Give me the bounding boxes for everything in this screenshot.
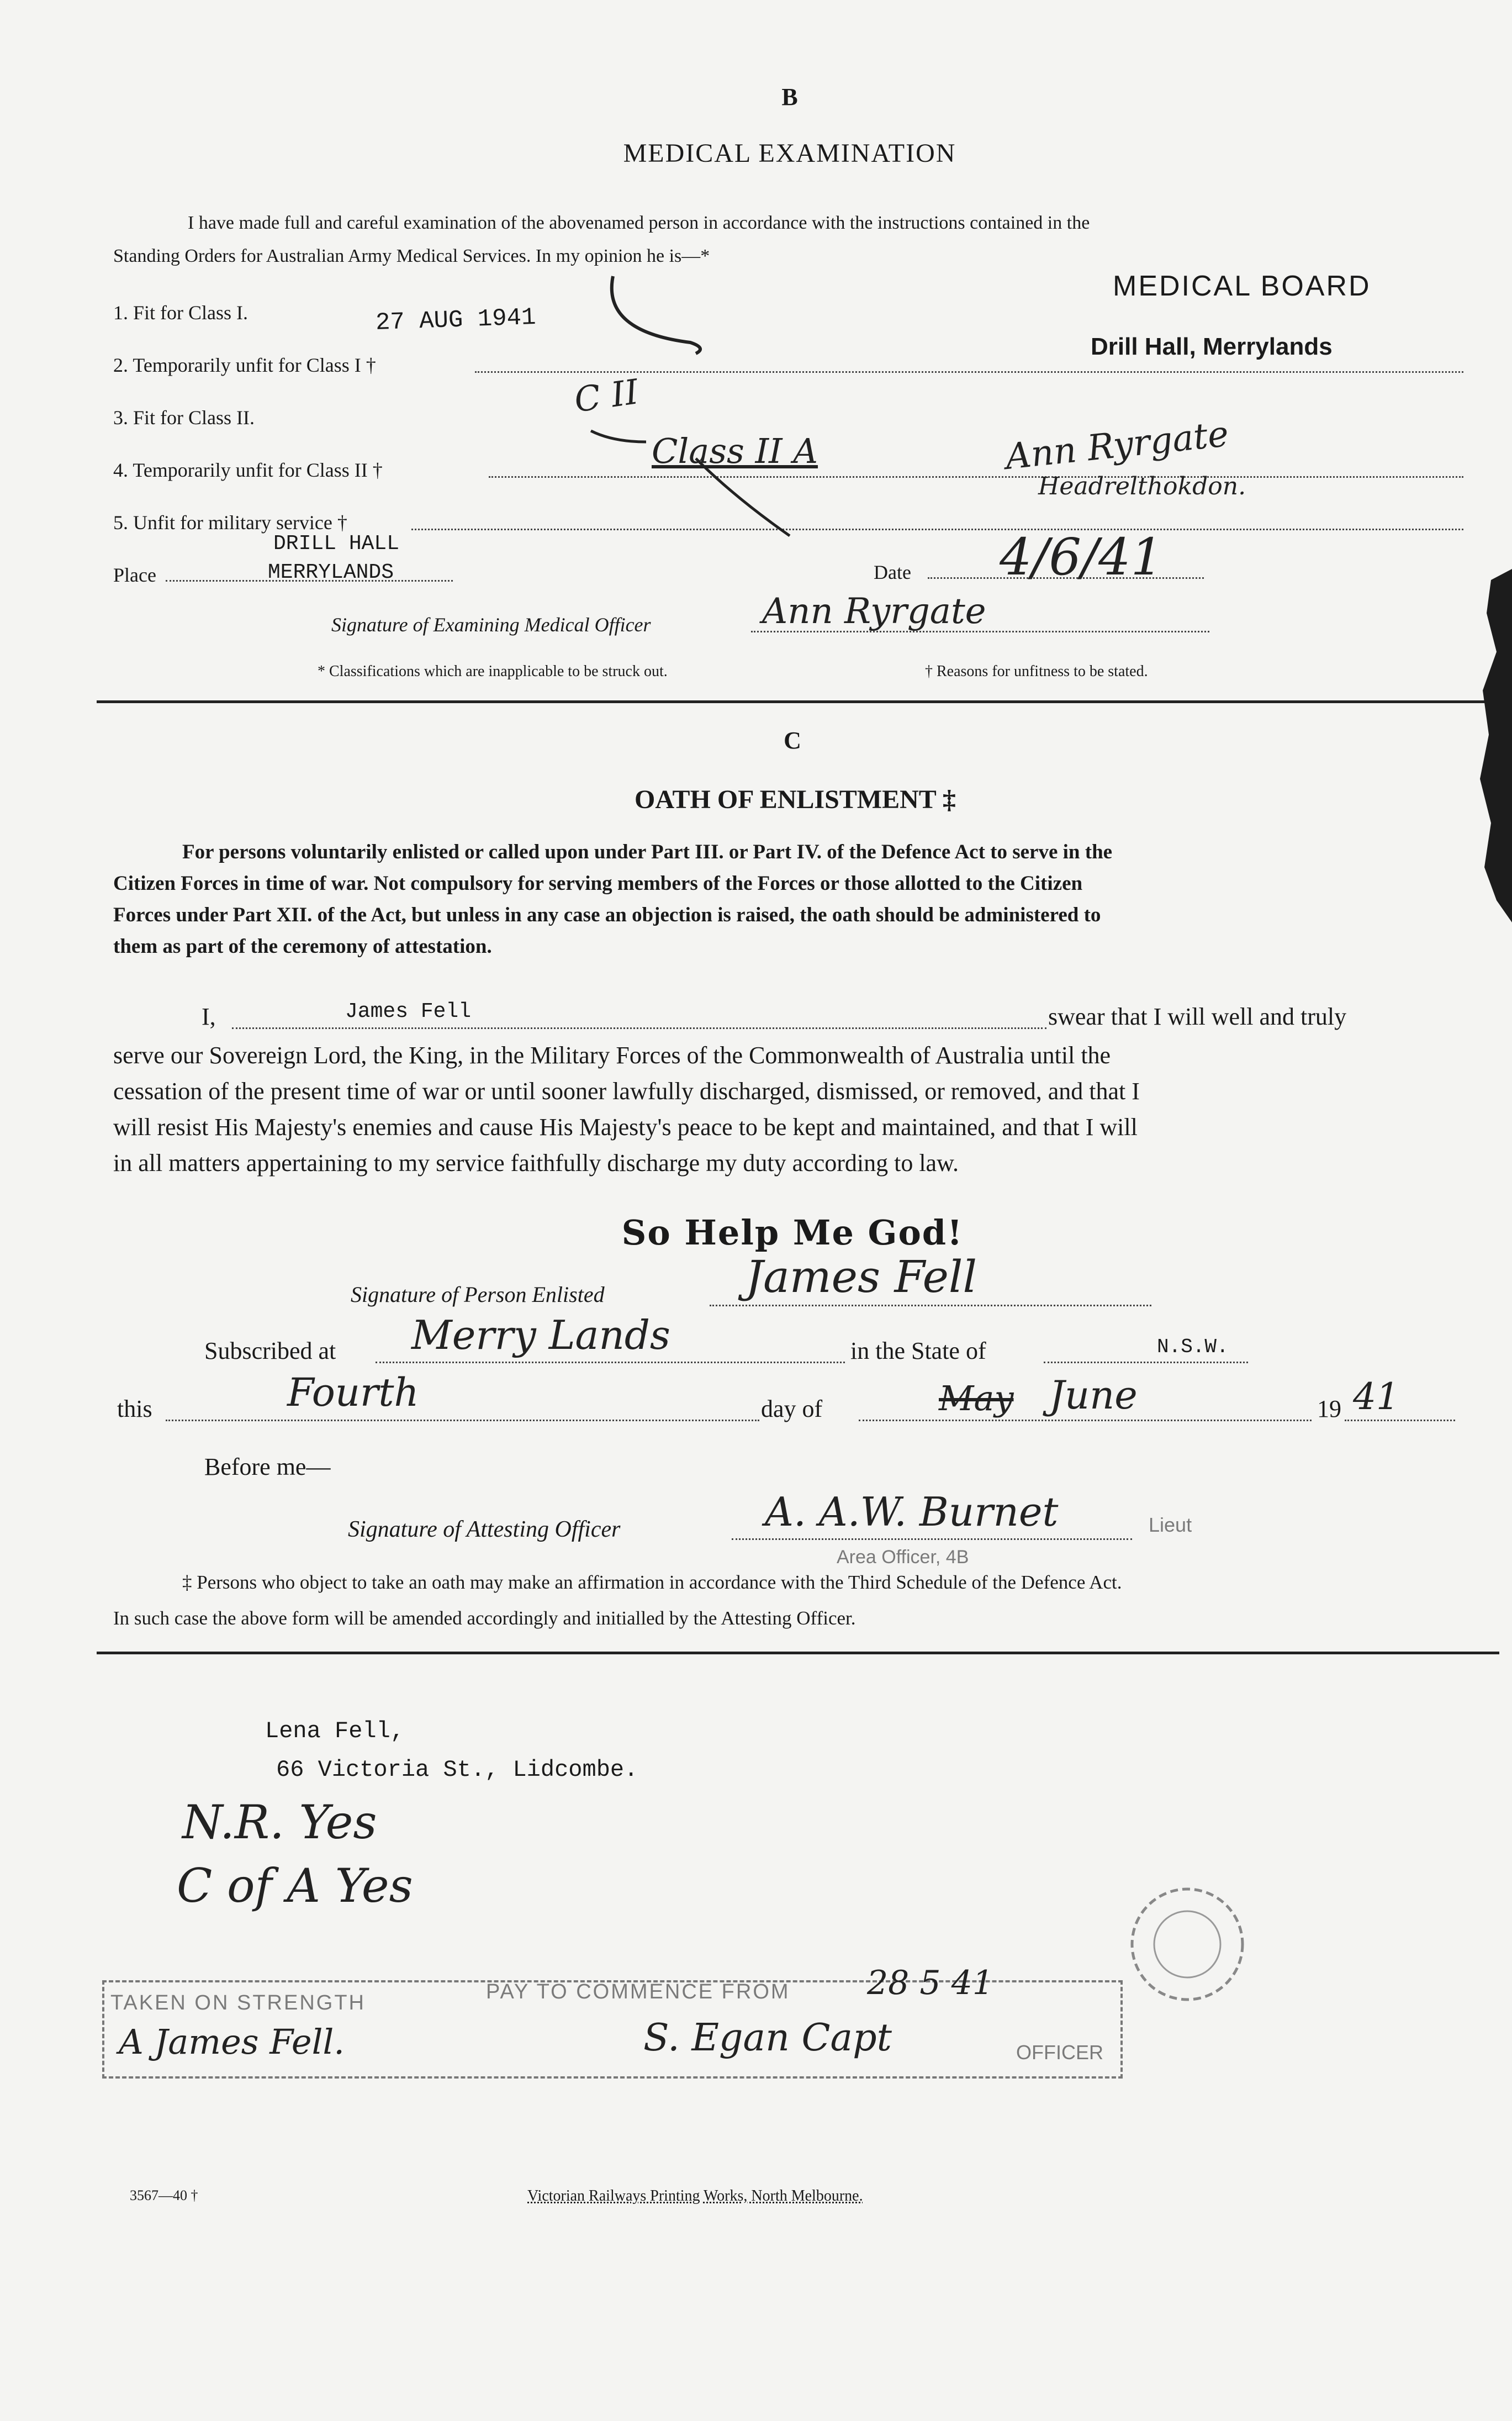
place-value-line1: DRILL HALL — [273, 532, 400, 556]
c-of-a-note: C of A Yes — [177, 1859, 413, 1913]
area-officer: Area Officer, 4B — [837, 1547, 969, 1568]
day-value: Fourth — [287, 1370, 419, 1415]
oath-line5: in all matters appertaining to my service faithfully discharge my duty according to law. — [113, 1149, 959, 1177]
examiner-signature-right: Ann Ryrgate — [1003, 414, 1231, 478]
examiner-sig-label: Signature of Examining Medical Officer — [331, 614, 651, 636]
class-item-2: 2. Temporarily unfit for Class I † — [113, 354, 376, 376]
medical-intro-line1: I have made full and careful examination of the abovenamed person in accordance with the instructions contained in the — [188, 213, 1090, 233]
taken-on-signature: A James Fell. — [119, 2022, 345, 2062]
medical-intro-line2: Standing Orders for Australian Army Medical Services. In my opinion he is—* — [113, 246, 710, 266]
section-divider-1 — [97, 700, 1499, 703]
state-value: N.S.W. — [1157, 1336, 1229, 1358]
date-label: Date — [874, 561, 911, 583]
oath-intro-line3: Forces under Part XII. of the Act, but unless in any case an objection is raised, the oath should be administered to — [113, 904, 1101, 926]
oath-intro-line4: them as part of the ceremony of attestation. — [113, 935, 492, 958]
footnote-unfitness: † Reasons for unfitness to be stated. — [925, 663, 1148, 680]
day-of-label: day of — [761, 1395, 823, 1422]
officer-label: OFFICER — [1016, 2041, 1103, 2064]
class-item-3: 3. Fit for Class II. — [113, 407, 255, 429]
person-sig-label: Signature of Person Enlisted — [351, 1282, 605, 1307]
oath-line3: cessation of the present time of war or until sooner lawfully discharged, dismissed, or removed, and that I — [113, 1078, 1140, 1105]
pay-commence-label: PAY TO COMMENCE FROM — [486, 1980, 790, 2003]
oath-line4: will resist His Majesty's enemies and cause His Majesty's peace to be kept and maintained, and that I will — [113, 1114, 1138, 1141]
year-value: 41 — [1353, 1375, 1399, 1418]
printer-line: Victorian Railways Printing Works, North Melbourne. — [527, 2187, 863, 2204]
oath-title: OATH OF ENLISTMENT ‡ — [635, 785, 956, 814]
state-line — [1044, 1362, 1248, 1363]
torn-edge — [1436, 569, 1512, 922]
oath-line2: serve our Sovereign Lord, the King, in the Military Forces of the Commonwealth of Australia until the — [113, 1042, 1111, 1069]
attesting-signature: A. A.W. Burnet — [765, 1489, 1059, 1535]
footnote-classifications: * Classifications which are inapplicable to be struck out. — [318, 663, 668, 680]
class-item-5: 5. Unfit for military service † — [113, 511, 347, 534]
medical-board-stamp: MEDICAL BOARD — [1113, 270, 1371, 302]
year-prefix: 19 — [1317, 1395, 1341, 1422]
day-line — [166, 1420, 759, 1421]
attesting-sig-line — [732, 1538, 1132, 1540]
oath-intro-line1: For persons voluntarily enlisted or called upon under Part III. or Part IV. of the Defence Act to serve in the — [182, 841, 1113, 863]
stamp-date: 27 AUG 1941 — [375, 303, 537, 337]
class-written: Class II A — [652, 431, 818, 471]
place-value-line2: MERRYLANDS — [268, 561, 394, 584]
medical-board-location: Drill Hall, Merrylands — [1091, 333, 1333, 360]
class-mark: C II — [572, 371, 641, 420]
month-struck: May — [939, 1378, 1014, 1418]
attesting-sig-label: Signature of Attesting Officer — [348, 1517, 621, 1542]
year-line — [1345, 1420, 1455, 1421]
examiner-signature: Ann Ryrgate — [762, 591, 986, 632]
strike-out-marks — [580, 265, 1077, 552]
oath-prefix: I, — [202, 1003, 216, 1030]
subscribed-label: Subscribed at — [204, 1337, 336, 1364]
medical-examination-title: MEDICAL EXAMINATION — [623, 139, 956, 168]
affirmation-note-line1: ‡ Persons who object to take an oath may make an affirmation in accordance with the Third Schedule of the Defence Act. — [182, 1571, 1122, 1593]
next-of-kin-name: Lena Fell, — [265, 1718, 405, 1744]
nr-note: N.R. Yes — [182, 1795, 377, 1849]
month-value: June — [1049, 1373, 1138, 1418]
subscribed-place: Merry Lands — [411, 1312, 670, 1358]
attesting-rank: Lieut — [1149, 1513, 1192, 1536]
month-line — [859, 1420, 1312, 1421]
oath-name-line — [232, 1027, 1046, 1029]
oath-name: James Fell — [345, 1000, 472, 1024]
class-item-4: 4. Temporarily unfit for Class II † — [113, 459, 383, 481]
person-signature: James Fell — [746, 1251, 977, 1302]
section-divider-2 — [97, 1652, 1499, 1654]
officer-signature: S. Egan Capt — [643, 2016, 892, 2060]
section-b-letter: B — [781, 83, 798, 110]
section-c-letter: C — [784, 727, 801, 754]
oath-intro-line2: Citizen Forces in time of war. Not compulsory for serving members of the Forces or those allotted to the Citizen — [113, 872, 1083, 895]
oath-line1-end: swear that I will well and truly — [1048, 1003, 1347, 1030]
postmark-stamp — [1121, 1878, 1254, 2011]
subscribed-line — [376, 1362, 845, 1363]
form-number: 3567—40 † — [130, 2187, 198, 2203]
state-label: in the State of — [850, 1337, 986, 1364]
date-value: 4/6/41 — [1000, 528, 1164, 587]
pay-commence-date: 28 5 41 — [867, 1964, 994, 2002]
this-label: this — [117, 1395, 152, 1422]
affirmation-note-line2: In such case the above form will be amended accordingly and initialled by the Attesting Officer. — [113, 1607, 856, 1629]
taken-on-strength-label: TAKEN ON STRENGTH — [110, 1991, 366, 2014]
class-item-1: 1. Fit for Class I. — [113, 302, 249, 324]
next-of-kin-address: 66 Victoria St., Lidcombe. — [276, 1757, 638, 1783]
before-me-label: Before me— — [204, 1453, 331, 1480]
examiner-title-right: Headrelthokdon. — [1038, 472, 1246, 500]
person-sig-line — [710, 1305, 1151, 1306]
so-help-me-god: So Help Me God! — [621, 1212, 964, 1253]
place-label: Place — [113, 564, 156, 586]
